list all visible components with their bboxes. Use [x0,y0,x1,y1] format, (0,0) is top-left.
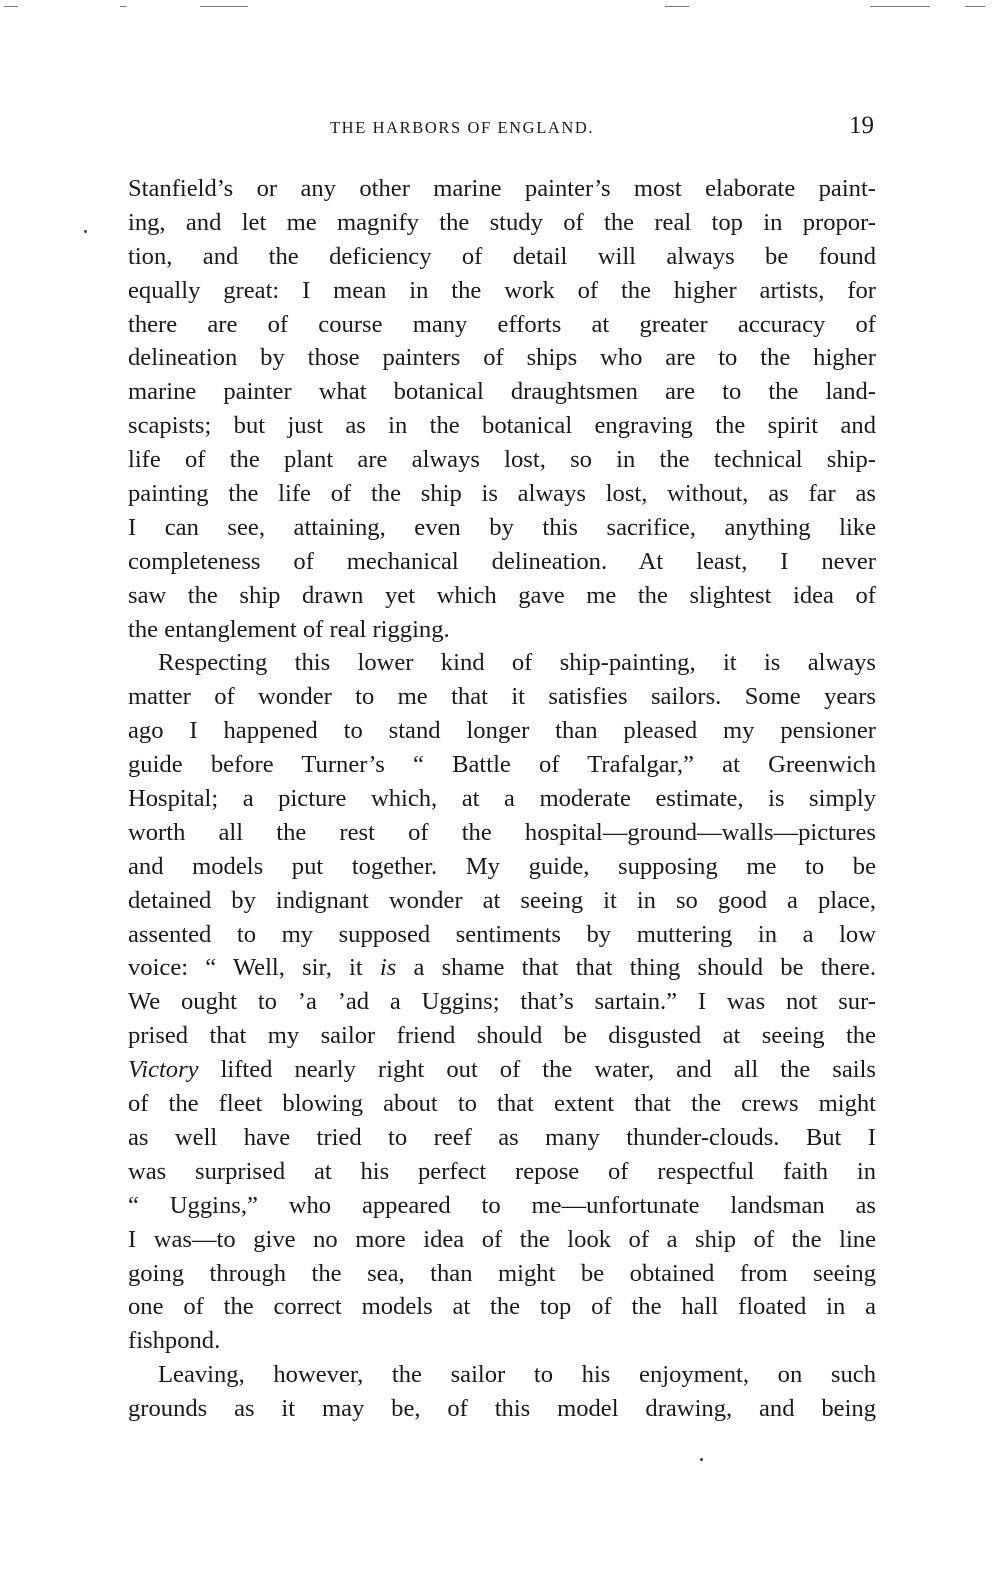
text-line: equally great: I mean in the work of the higher artists, for [128,276,876,304]
text-line: the entanglement of real rigging. [128,615,450,643]
scan-edge-marks [0,6,1000,10]
text-line: scapists; but just as in the botanical engraving the spirit and [128,412,876,440]
text-segment: a shame that that thing should be there. [396,954,876,982]
text-line: grounds as it may be, of this model drawing, and being [128,1395,876,1423]
text-segment: voice: “ Well, sir, it [128,954,380,982]
text-line: ing, and let me magnify the study of the real top in propor- [128,208,876,236]
page-number: 19 [849,112,874,139]
text-line: Leaving, however, the sailor to his enjoyment, on such [158,1361,876,1389]
text-line: of the fleet blowing about to that extent that the crews might [128,1090,876,1118]
text-line: as well have tried to reef as many thunder-clouds. But I [128,1123,876,1151]
text-line: was surprised at his perfect repose of respectful faith in [128,1157,876,1185]
text-line: matter of wonder to me that it satisfies sailors. Some years [128,683,876,711]
text-line: ago I happened to stand longer than pleased my pensioner [128,717,876,745]
text-line: Respecting this lower kind of ship-painting, it is always [158,649,876,677]
text-line: I was—to give no more idea of the look of a ship of the line [128,1225,876,1253]
text-line: fishpond. [128,1327,221,1355]
text-line: one of the correct models at the top of the hall floated in a [128,1293,876,1321]
text-line: tion, and the deficiency of detail will always be found [128,242,876,270]
text-line: delineation by those painters of ships who are to the higher [128,344,876,372]
text-line [128,951,876,985]
text-line: I can see, attaining, even by this sacrifice, anything like [128,513,876,541]
stray-ink-mark [700,1458,703,1461]
text-line: We ought to ’a ’ad a Uggins; that’s sartain.” I was not sur- [128,988,876,1016]
text-segment: lifted nearly right out of the water, and all the sails [198,1056,876,1084]
text-line: saw the ship drawn yet which gave me the slightest idea of [128,581,876,609]
text-line: detained by indignant wonder at seeing it in so good a place, [128,886,876,914]
text-line: there are of course many efforts at greater accuracy of [128,310,876,338]
text-line: Stanfield’s or any other marine painter’s most elaborate paint- [128,175,876,202]
running-header [128,112,876,142]
text-line: prised that my sailor friend should be disgusted at seeing the [128,1022,876,1050]
text-line: worth all the rest of the hospital—ground—walls—pictures [128,818,876,846]
text-line: marine painter what botanical draughtsmen are to the land- [128,378,876,406]
running-title: THE HARBORS OF ENGLAND. [330,118,595,137]
text-line: guide before Turner’s “ Battle of Trafalgar,” at Greenwich [128,751,876,779]
text-line: and models put together. My guide, supposing me to be [128,852,876,880]
emphasis-is: is [379,954,397,982]
text-line: “ Uggins,” who appeared to me—unfortunate landsman as [128,1191,876,1219]
text-line: assented to my supposed sentiments by muttering in a low [128,920,876,948]
body-text [128,172,876,1426]
text-line: completeness of mechanical delineation. At least, I never [128,547,876,575]
ship-name-victory: Victory [128,1056,199,1084]
text-line [128,1053,876,1087]
text-line: painting the life of the ship is always lost, without, as far as [128,480,876,508]
stray-ink-mark [84,230,87,233]
text-line: life of the plant are always lost, so in the technical ship- [128,446,876,474]
text-line: going through the sea, than might be obtained from seeing [128,1259,876,1287]
text-line: Hospital; a picture which, at a moderate estimate, is simply [128,785,876,813]
